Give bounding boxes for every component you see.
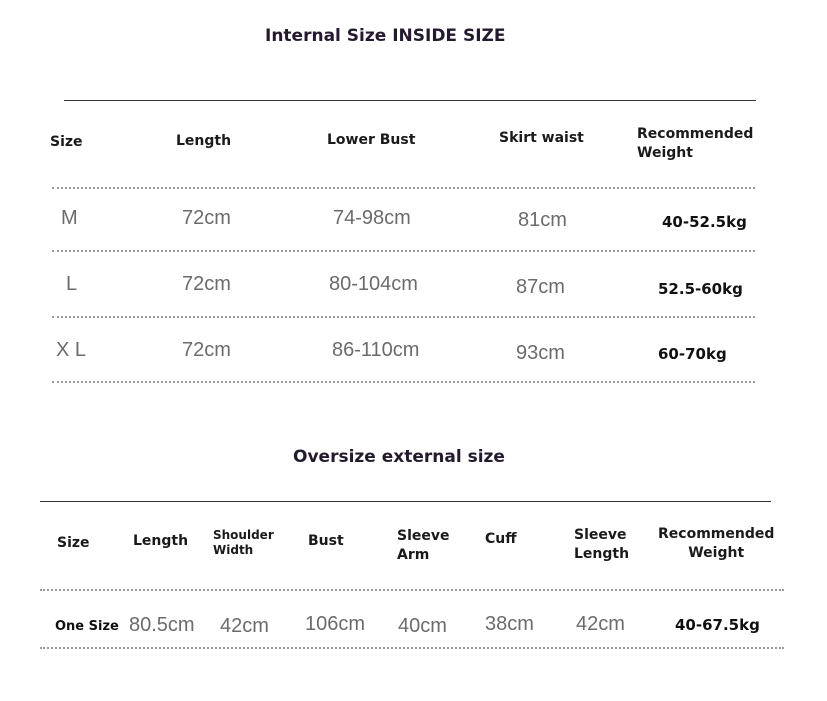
oversize-header-divider xyxy=(40,589,784,591)
cell-skirt-waist: 93cm xyxy=(516,342,565,364)
header-shoulder-width: Shoulder Width xyxy=(213,528,274,557)
cell-sleeve-arm: 40cm xyxy=(398,615,447,637)
cell-lower-bust: 80-104cm xyxy=(329,273,418,295)
cell-length: 80.5cm xyxy=(129,614,195,636)
cell-weight: 60-70kg xyxy=(658,345,727,363)
cell-length: 72cm xyxy=(182,339,231,361)
cell-skirt-waist: 87cm xyxy=(516,276,565,298)
oversize-top-rule xyxy=(40,501,771,502)
cell-size: M xyxy=(61,207,78,229)
header-length: Length xyxy=(176,133,232,149)
oversize-bottom-divider xyxy=(40,647,784,649)
header-size: Size xyxy=(50,134,83,150)
header-size: Size xyxy=(57,535,90,551)
inside-row-divider xyxy=(52,250,755,252)
inside-header-divider xyxy=(52,187,755,189)
header-lower-bust: Lower Bust xyxy=(327,132,416,148)
header-skirt-waist: Skirt waist xyxy=(499,130,584,146)
cell-length: 72cm xyxy=(182,273,231,295)
cell-shoulder-width: 42cm xyxy=(220,615,269,637)
cell-sleeve-length: 42cm xyxy=(576,613,625,635)
inside-size-title: Internal Size INSIDE SIZE xyxy=(265,26,506,46)
inside-top-rule xyxy=(64,100,756,101)
cell-skirt-waist: 81cm xyxy=(518,209,567,231)
cell-size: X L xyxy=(56,339,87,361)
cell-bust: 106cm xyxy=(305,613,366,635)
cell-lower-bust: 86-110cm xyxy=(332,339,420,361)
header-cuff: Cuff xyxy=(485,531,517,547)
cell-cuff: 38cm xyxy=(485,613,534,635)
cell-size: One Size xyxy=(55,619,119,634)
cell-weight: 40-67.5kg xyxy=(675,616,760,634)
inside-row-divider xyxy=(52,316,755,318)
header-bust: Bust xyxy=(308,533,344,549)
cell-size: L xyxy=(66,273,78,295)
inside-bottom-divider xyxy=(52,381,755,383)
header-recommended-weight: Recommended Weight xyxy=(658,526,775,561)
header-sleeve-arm: Sleeve Arm xyxy=(397,528,450,563)
header-sleeve-length: Sleeve Length xyxy=(574,527,630,562)
cell-length: 72cm xyxy=(182,207,231,229)
cell-lower-bust: 74-98cm xyxy=(333,207,411,229)
header-recommended-weight: Recommended Weight xyxy=(637,126,754,161)
header-length: Length xyxy=(133,533,189,549)
cell-weight: 52.5-60kg xyxy=(658,280,743,298)
oversize-title: Oversize external size xyxy=(293,447,505,467)
cell-weight: 40-52.5kg xyxy=(662,213,747,231)
